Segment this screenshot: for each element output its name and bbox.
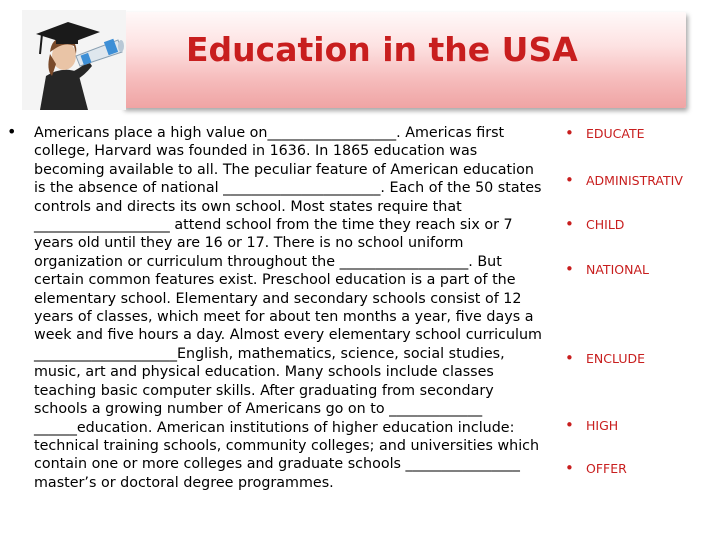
word-bullet: • — [565, 416, 574, 434]
word-label: HIGH — [586, 418, 619, 433]
word-bullet: • — [565, 260, 574, 278]
word-bullet: • — [565, 349, 574, 367]
body-text: Americans place a high value on__________________. Americas first college, Harvard was founded in 1636. In 1865 education was becoming available to all. The peculiar feature of American education is the absence of national ______________________. Each of the 50 states controls and directs its own school. Most states require that ___________________ attend school from the time they reach six or 7 years old until they are 16 or 17. There is no school uniform organization or curriculum throughout the __________________. But certain common features exist. Preschool education is a part of the elementary school. Elementary and secondary schools consist of 12 years of classes, which meet for about ten months a year, five days a week and five hours a day. Almost every elementary school curriculum ____________________English, mathematics, science, social studies, music, art and physical education. Many schools include classes teaching basic computer skills. After graduating from secondary schools a growing number of Americans go on to _____________ ______education. American institutions of higher education include: technical training schools, community colleges; and universities which contain one or more colleges and graduate schools ________________ master’s or doctoral degree programmes. — [34, 125, 542, 491]
word-label: EDUCATE — [586, 126, 645, 141]
graduate-with-telescope-icon — [22, 10, 126, 110]
page-title: Education in the USA — [186, 30, 578, 69]
word-bullet: • — [565, 124, 574, 142]
word-label: NATIONAL — [586, 262, 649, 277]
word-label: OFFER — [586, 461, 627, 476]
word-bullet: • — [565, 171, 574, 189]
word-label: ENCLUDE — [586, 351, 645, 366]
word-label: CHILD — [586, 217, 625, 232]
word-bullet: • — [565, 215, 574, 233]
body-bullet: • — [7, 122, 17, 141]
word-label: ADMINISTRATIV — [586, 173, 683, 188]
graduate-photo — [22, 10, 126, 110]
word-bullet: • — [565, 459, 574, 477]
